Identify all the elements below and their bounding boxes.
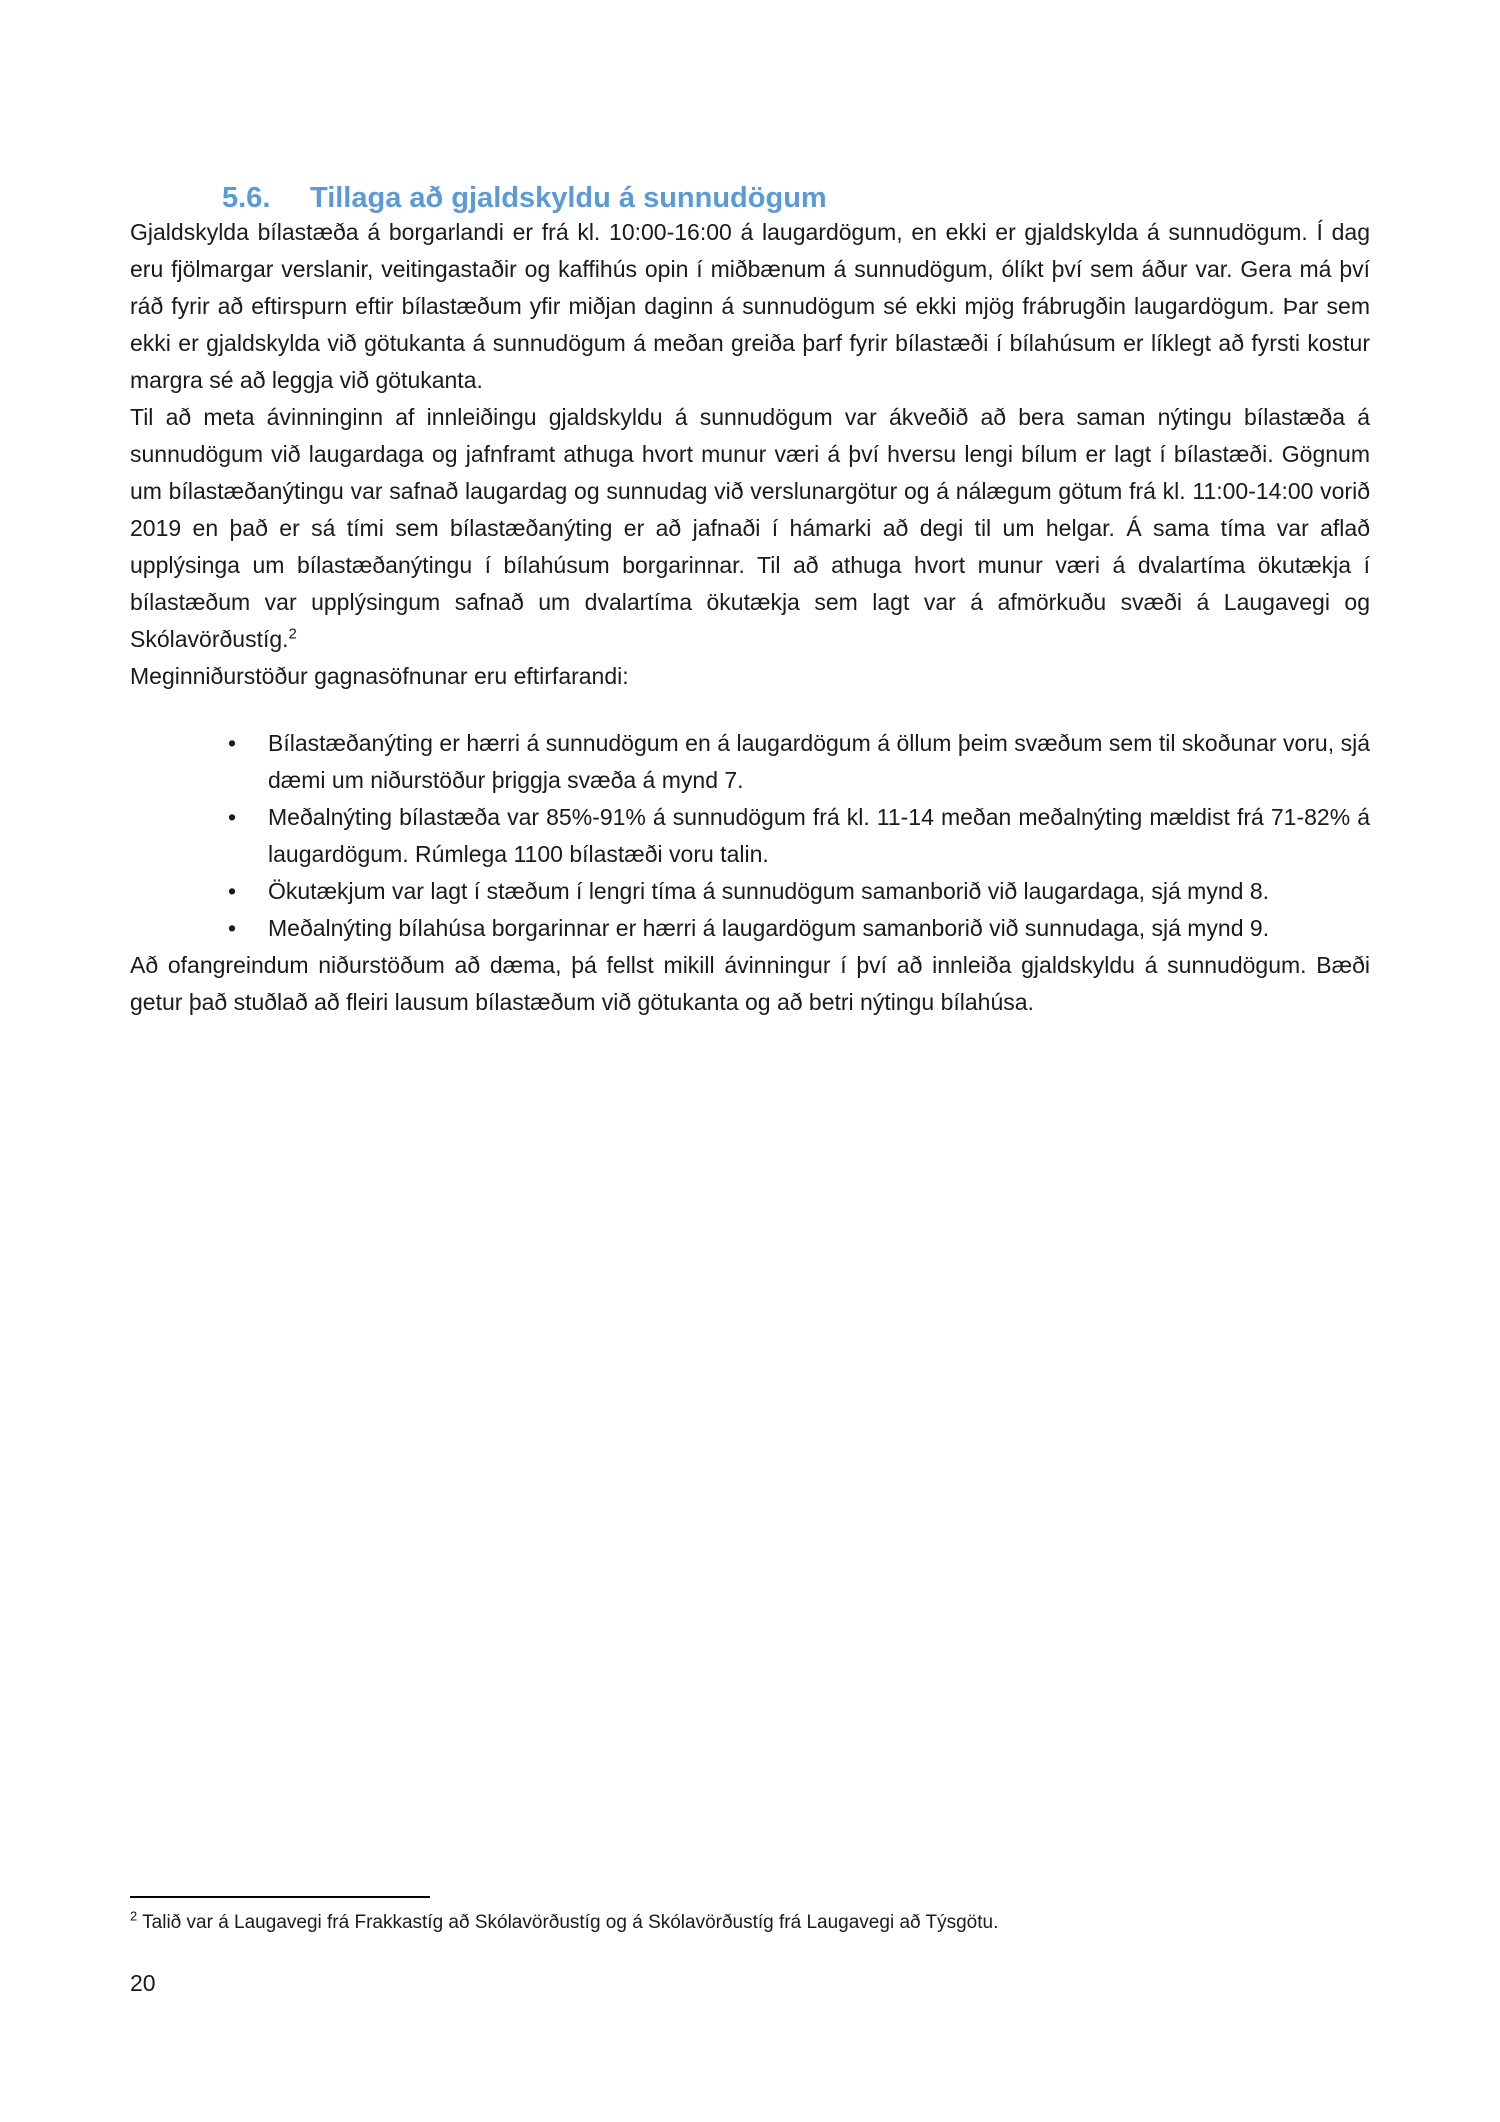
list-item	[228, 910, 1370, 947]
footnote	[130, 1910, 1370, 1936]
section-number: 5.6.	[222, 182, 271, 214]
list-item	[228, 873, 1370, 910]
list-item-text: Ökutækjum var lagt í stæðum í lengri tíma á sunnudögum samanborið við laugardaga, sjá mynd 8.	[268, 878, 1269, 904]
bullet-icon: •	[228, 878, 237, 904]
paragraph-findings-intro: Meginniðurstöður gagnasöfnunar eru eftirfarandi:	[130, 663, 629, 689]
paragraph-gjaldskylda: Gjaldskylda bílastæða á borgarlandi er frá kl. 10:00-16:00 á laugardögum, en ekki er gjaldskylda á sunnudögum. Í dag eru fjölmargar verslanir, veitingastaðir og kaffihús opin í miðbænum á sunnudögum, ólíkt því sem áður var. Gera má því ráð fyrir að eftirspurn eftir bílastæðum yfir miðjan daginn á sunnudögum sé ekki mjög frábrugðin laugardögum. Þar sem ekki er gjaldskylda við götukanta á sunnudögum á meðan greiða þarf fyrir bílastæði í bílahúsum er líklegt að fyrsti kostur margra sé að leggja við götukanta.	[130, 219, 1370, 393]
footnote-reference: 2	[288, 625, 297, 643]
footnote-marker: 2	[130, 1908, 138, 1924]
paragraph-conclusion: Að ofangreindum niðurstöðum að dæma, þá fellst mikill ávinningur í því að innleiða gjaldskyldu á sunnudögum. Bæði getur það stuðlað að fleiri lausum bílastæðum við götukanta og að betri nýtingu bílahúsa.	[130, 952, 1370, 1015]
bullet-icon: •	[228, 915, 237, 941]
bullet-icon: •	[228, 804, 237, 830]
paragraph-methodology-text: Til að meta ávinninginn af innleiðingu gjaldskyldu á sunnudögum var ákveðið að bera saman nýtingu bílastæða á sunnudögum við laugardaga og jafnframt athuga hvort munur væri á því hversu lengi bílum er lagt í bílastæði. Gögnum um bílastæðanýtingu var safnað laugardag og sunnudag við verslunargötur og á nálægum götum frá kl. 11:00-14:00 vorið 2019 en það er sá tími sem bílastæðanýting er að jafnaði í hámarki að degi til um helgar. Á sama tíma var aflað upplýsinga um bílastæðanýtingu í bílahúsum borgarinnar. Til að athuga hvort munur væri á dvalartíma ökutækja í bílastæðum var upplýsingum safnað um dvalartíma ökutækja sem lagt var á afmörkuðu svæði á Laugavegi og Skólavörðustíg.	[130, 404, 1370, 652]
section-heading	[222, 182, 1370, 214]
page-content	[0, 0, 1500, 1021]
footnote-separator	[130, 1896, 430, 1898]
footnote-text: Talið var á Laugavegi frá Frakkastíg að Skólavörðustíg og á Skólavörðustíg frá Laugavegi að Týsgötu.	[142, 1912, 999, 1933]
list-item-text: Meðalnýting bílahúsa borgarinnar er hærri á laugardögum samanborið við sunnudaga, sjá mynd 9.	[268, 915, 1270, 941]
list-item-text: Bílastæðanýting er hærri á sunnudögum en á laugardögum á öllum þeim svæðum sem til skoðunar voru, sjá dæmi um niðurstöður þriggja svæða á mynd 7.	[268, 730, 1370, 793]
paragraph-methodology	[130, 399, 1370, 658]
section-title: Tillaga að gjaldskyldu á sunnudögum	[310, 182, 827, 214]
page-number: 20	[130, 1970, 156, 1996]
footnote-area	[130, 1896, 1370, 1936]
bullet-icon: •	[228, 730, 237, 756]
list-item	[228, 725, 1370, 799]
list-item-text: Meðalnýting bílastæða var 85%-91% á sunnudögum frá kl. 11-14 meðan meðalnýting mældist frá 71-82% á laugardögum. Rúmlega 1100 bílastæði voru talin.	[268, 804, 1370, 867]
findings-list	[130, 725, 1370, 947]
list-item	[228, 799, 1370, 873]
